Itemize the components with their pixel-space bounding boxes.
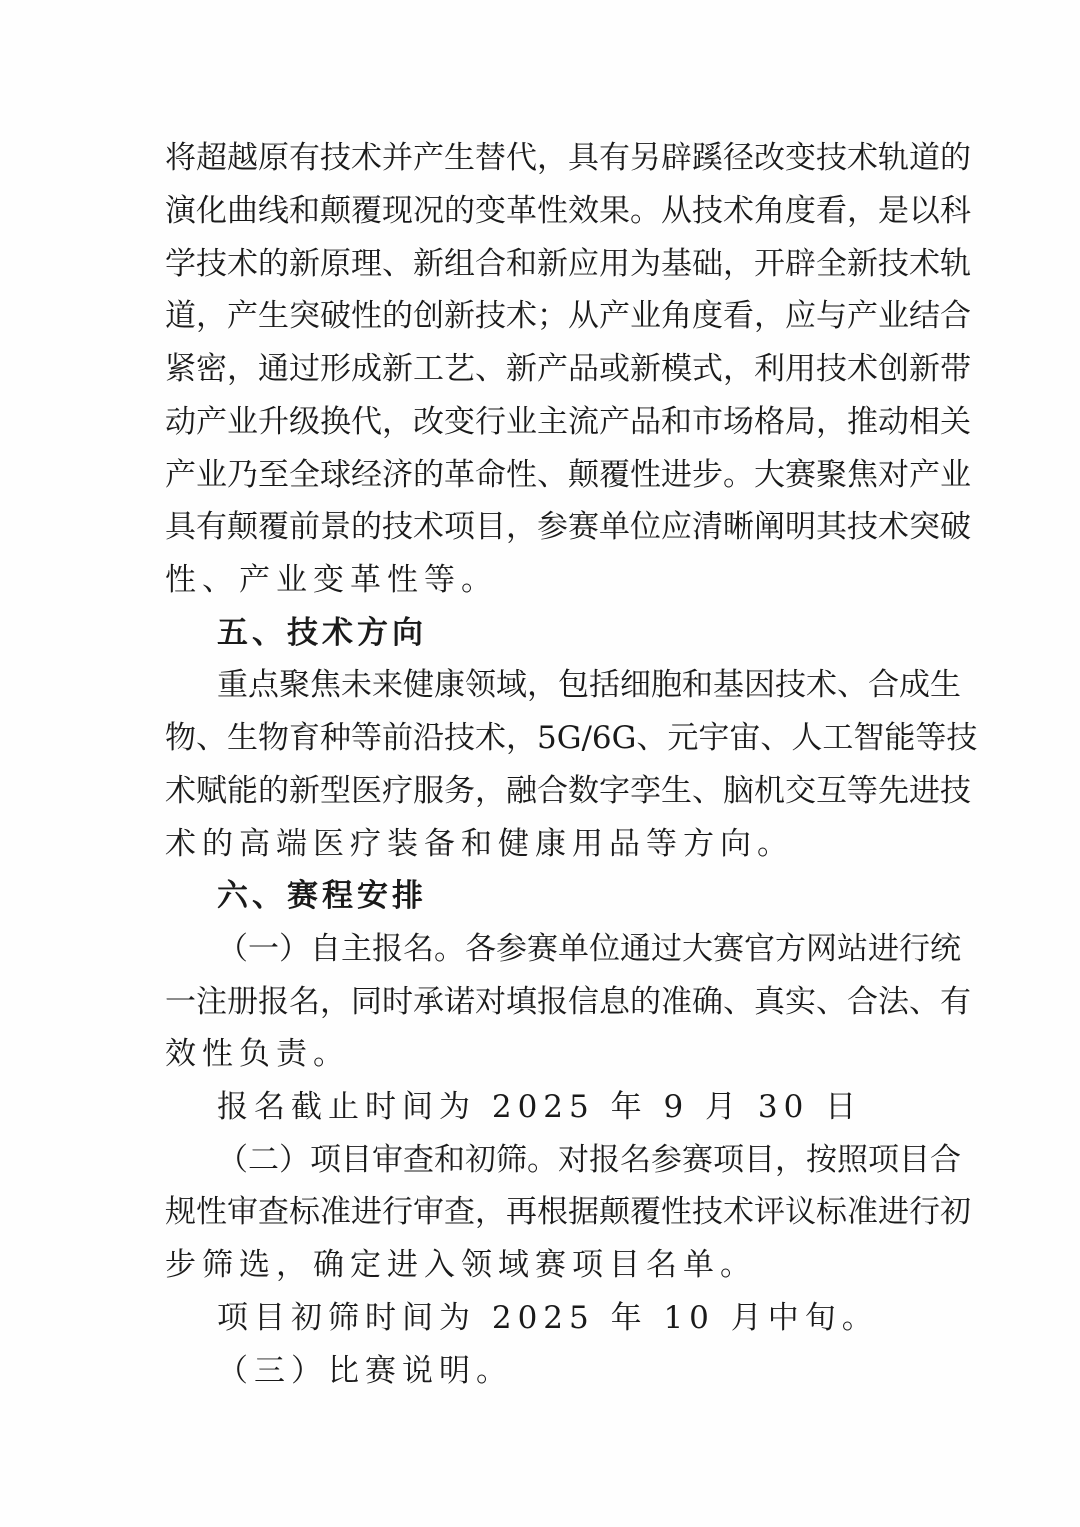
deadline-text: 报名截止时间为 2025 年 9 月 30 日 [217, 1089, 863, 1125]
paragraph-line: 学技术的新原理、新组合和新应用为基础，开辟全新技术轨 [165, 246, 971, 282]
deadline-text: 项目初筛时间为 2025 年 10 月中旬。 [217, 1300, 879, 1336]
subsection-heading: （三）比赛说明。 [217, 1353, 513, 1389]
paragraph-line: 将超越原有技术并产生替代，具有另辟蹊径改变技术轨道的 [165, 140, 971, 176]
paragraph-line: （二）项目审查和初筛。对报名参赛项目，按照项目合 [217, 1142, 961, 1178]
paragraph-line: 规性审查标准进行审查，再根据颠覆性技术评议标准进行初 [165, 1194, 971, 1230]
paragraph-line: 物、生物育种等前沿技术，5G/6G、元宇宙、人工智能等技 [165, 720, 978, 756]
paragraph-line: 动产业升级换代，改变行业主流产品和市场格局，推动相关 [165, 404, 971, 440]
paragraph-line: 效性负责。 [165, 1036, 350, 1072]
paragraph-line: 紧密，通过形成新工艺、新产品或新模式，利用技术创新带 [165, 351, 971, 387]
paragraph-line: 重点聚焦未来健康领域，包括细胞和基因技术、合成生 [217, 667, 961, 703]
paragraph-line: 具有颠覆前景的技术项目，参赛单位应清晰阐明其技术突破 [165, 509, 971, 545]
paragraph-line: 演化曲线和颠覆现况的变革性效果。从技术角度看，是以科 [165, 193, 971, 229]
paragraph-line: 术赋能的新型医疗服务，融合数字孪生、脑机交互等先进技 [165, 773, 971, 809]
section-heading: 六、赛程安排 [217, 878, 427, 914]
paragraph-line: 步筛选，确定进入领域赛项目名单。 [165, 1247, 757, 1283]
paragraph-line: 产业乃至全球经济的革命性、颠覆性进步。大赛聚焦对产业 [165, 457, 971, 493]
paragraph-line: 性、产业变革性等。 [165, 562, 498, 598]
paragraph-line: 术的高端医疗装备和健康用品等方向。 [165, 826, 794, 862]
section-heading: 五、技术方向 [217, 615, 427, 651]
paragraph-line: 道，产生突破性的创新技术；从产业角度看，应与产业结合 [165, 298, 971, 334]
paragraph-line: （一）自主报名。各参赛单位通过大赛官方网站进行统 [217, 931, 961, 967]
paragraph-line: 一注册报名，同时承诺对填报信息的准确、真实、合法、有 [165, 984, 971, 1020]
